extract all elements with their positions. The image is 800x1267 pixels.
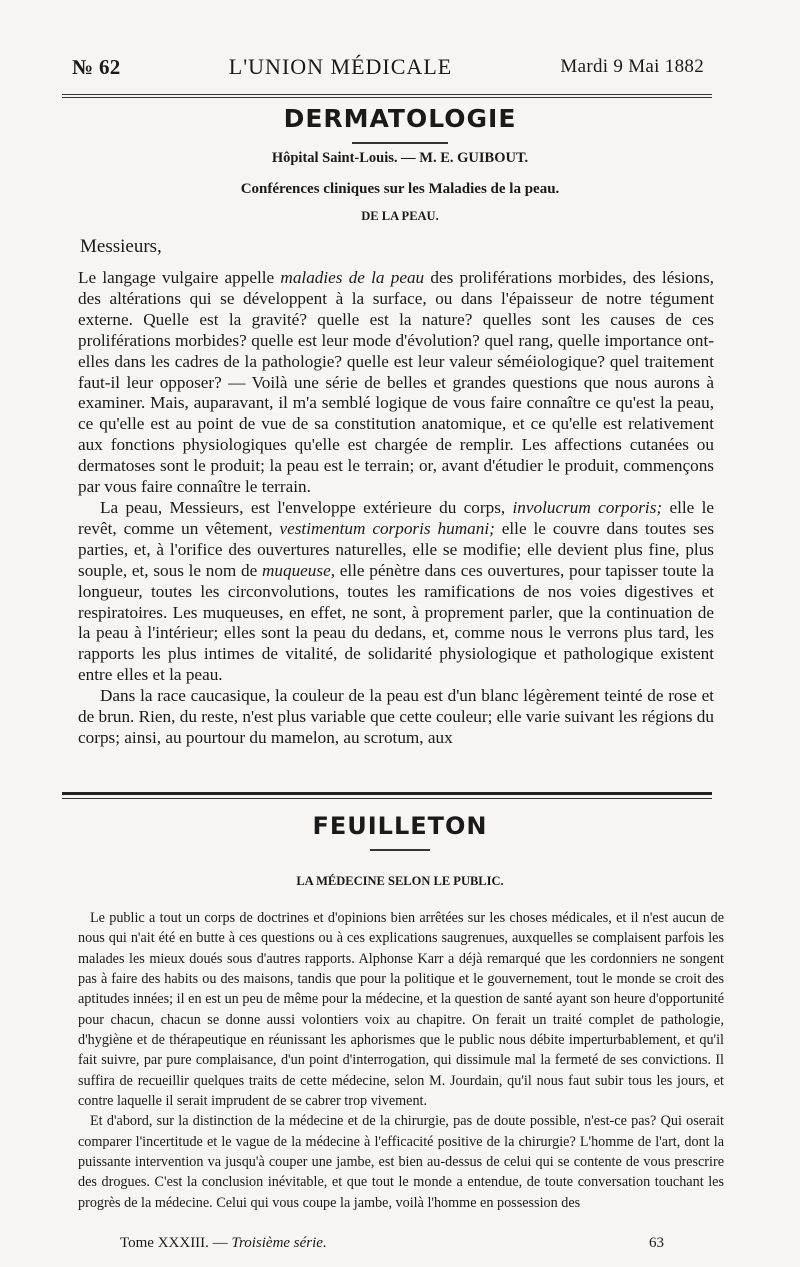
- hospital-line: Hôpital Saint-Louis. — M. E. GUIBOUT.: [271, 150, 529, 166]
- feuilleton-rule: [370, 849, 430, 851]
- section-divider-thin: [62, 798, 712, 799]
- feuilleton-paragraph-1: Le public a tout un corps de doctrines et d'opinions bien arrêtées sur les choses médicales, et il n'est aucun de nous qui n'ait été en butte à ces questions ou à ces explications saugrenues, auxquelles se complaisent parfois les malades les mieux doués sous d'autres rapports. Alphonse Karr a déjà remarqué que les cordonniers ne songent pas à faire des habits ou des maisons, tandis que pour la politique et le gouvernement, tout le monde se croit des aptitudes innées; il en est un peu de même pour la médecine, et la question de santé ayant son heure d'opportunité pour chacun, chacun se donne aussi volontiers voix au chapitre. On ferait un traité complet de pathologie, d'hygiène et de thérapeutique en réunissant les aphorismes que le public nous débite imperturbablement, et qu'il fait suivre, par pure complaisance, d'un point d'interrogation, qui dissimule mal la fermeté de ses convictions. Il suffira de recueillir quelques traits de cette médecine, selon M. Jourdain, qu'il nous faut subir tous les jours, et contre laquelle il serait imprudent de se cabrer trop vivement.: [78, 910, 724, 1110]
- section-divider: [62, 792, 712, 795]
- feuilleton-body: [78, 908, 724, 1213]
- header-rule-double: [62, 97, 712, 98]
- feuilleton-subtitle: LA MÉDECINE SELON LE PUBLIC.: [296, 874, 504, 888]
- article-paragraph-1: Le langage vulgaire appelle maladies de la peau des proliférations morbides, des lésions, des altérations qui se développent à la surface, ou dans l'épaisseur de notre tégument externe. Quelle est la gravité? quelle est la nature? quelles sont les causes de ces proliférations morbides? quelle est leur mode d'évolution? quel rang, quelle importance ont-elles dans les cadres de la pathologie? quelle est leur valeur séméiologique? quel traitement faut-il leur opposer? — Voilà une série de belles et grandes questions que nous aurons à examiner. Mais, auparavant, il m'a semblé logique de vous faire connaître ce qu'est la peau, ce qu'elle est au point de vue de sa constitution anatomique, et ce qu'elle est relativement aux fonctions physiologiques qu'elle est chargée de remplir. Les affections cutanées ou dermatoses sont le produit; la peau est le terrain; or, avant d'étudier le produit, commençons par vous faire connaître le terrain.: [78, 268, 714, 497]
- page-number: 63: [649, 1235, 664, 1251]
- subject-heading: DE LA PEAU.: [361, 209, 439, 223]
- salutation: Messieurs,: [80, 236, 162, 257]
- title-rule: [352, 142, 448, 144]
- section-title-feuilleton: FEUILLETON: [312, 812, 488, 840]
- conference-title: Conférences cliniques sur les Maladies de la peau.: [240, 181, 560, 197]
- feuilleton-paragraph-2: Et d'abord, sur la distinction de la médecine et de la chirurgie, pas de doute possible, n'est-ce pas? Qui oserait comparer l'incertitude et le vague de la médecine à l'efficacité positive de la chirurgie? L'homme de l'art, dont la puissante intervention va jusqu'à couper une jambe, est bien au-dessus de celui qui se contente de vous prescrire des drogues. C'est la conclusion inévitable, et que tout le monde a entendue, de toute conversation touchant les progrès de la médecine. Celui qui vous coupe la jambe, voilà l'homme en possession des: [78, 1113, 724, 1211]
- journal-title: L'UNION MÉDICALE: [228, 54, 453, 79]
- issue-date: Mardi 9 Mai 1882: [560, 56, 704, 77]
- page-header: [72, 50, 704, 84]
- article-paragraph-3: Dans la race caucasique, la couleur de la peau est d'un blanc légèrement teinté de rose et de brun. Rien, du reste, n'est plus variable que cette couleur; elle varie suivant les régions du corps; ainsi, au pourtour du mamelon, au scrotum, aux: [78, 686, 714, 747]
- page-footer: [120, 1235, 664, 1252]
- header-rule: [62, 94, 712, 95]
- article-paragraph-2: La peau, Messieurs, est l'enveloppe extérieure du corps, involucrum corporis; elle le revêt, comme un vêtement, vestimentum corporis humani; elle le couvre dans toutes ses parties, et, à l'orifice des ouvertures naturelles, elle se modifie; elle devient plus fine, plus souple, et, sous le nom de muqueuse, elle pénètre dans ces ouvertures, pour tapisser toute la longueur, toutes les circonvolutions, toutes les ramifications de nos voies digestives et respiratoires. Les muqueuses, en effet, ne sont, à proprement parler, que la continuation de la peau à l'intérieur; elles sont la peau du dedans, et, comme nous le verrons plus tard, les rapports les plus intimes de vitalité, de solidarité physiologique et pathologique existent entre elles et la peau.: [78, 497, 715, 685]
- article-body: [78, 268, 714, 749]
- volume-info: Tome XXXIII. — Troisième série.: [120, 1235, 327, 1251]
- section-title-dermatologie: DERMATOLOGIE: [283, 104, 517, 133]
- issue-number: № 62: [72, 54, 121, 79]
